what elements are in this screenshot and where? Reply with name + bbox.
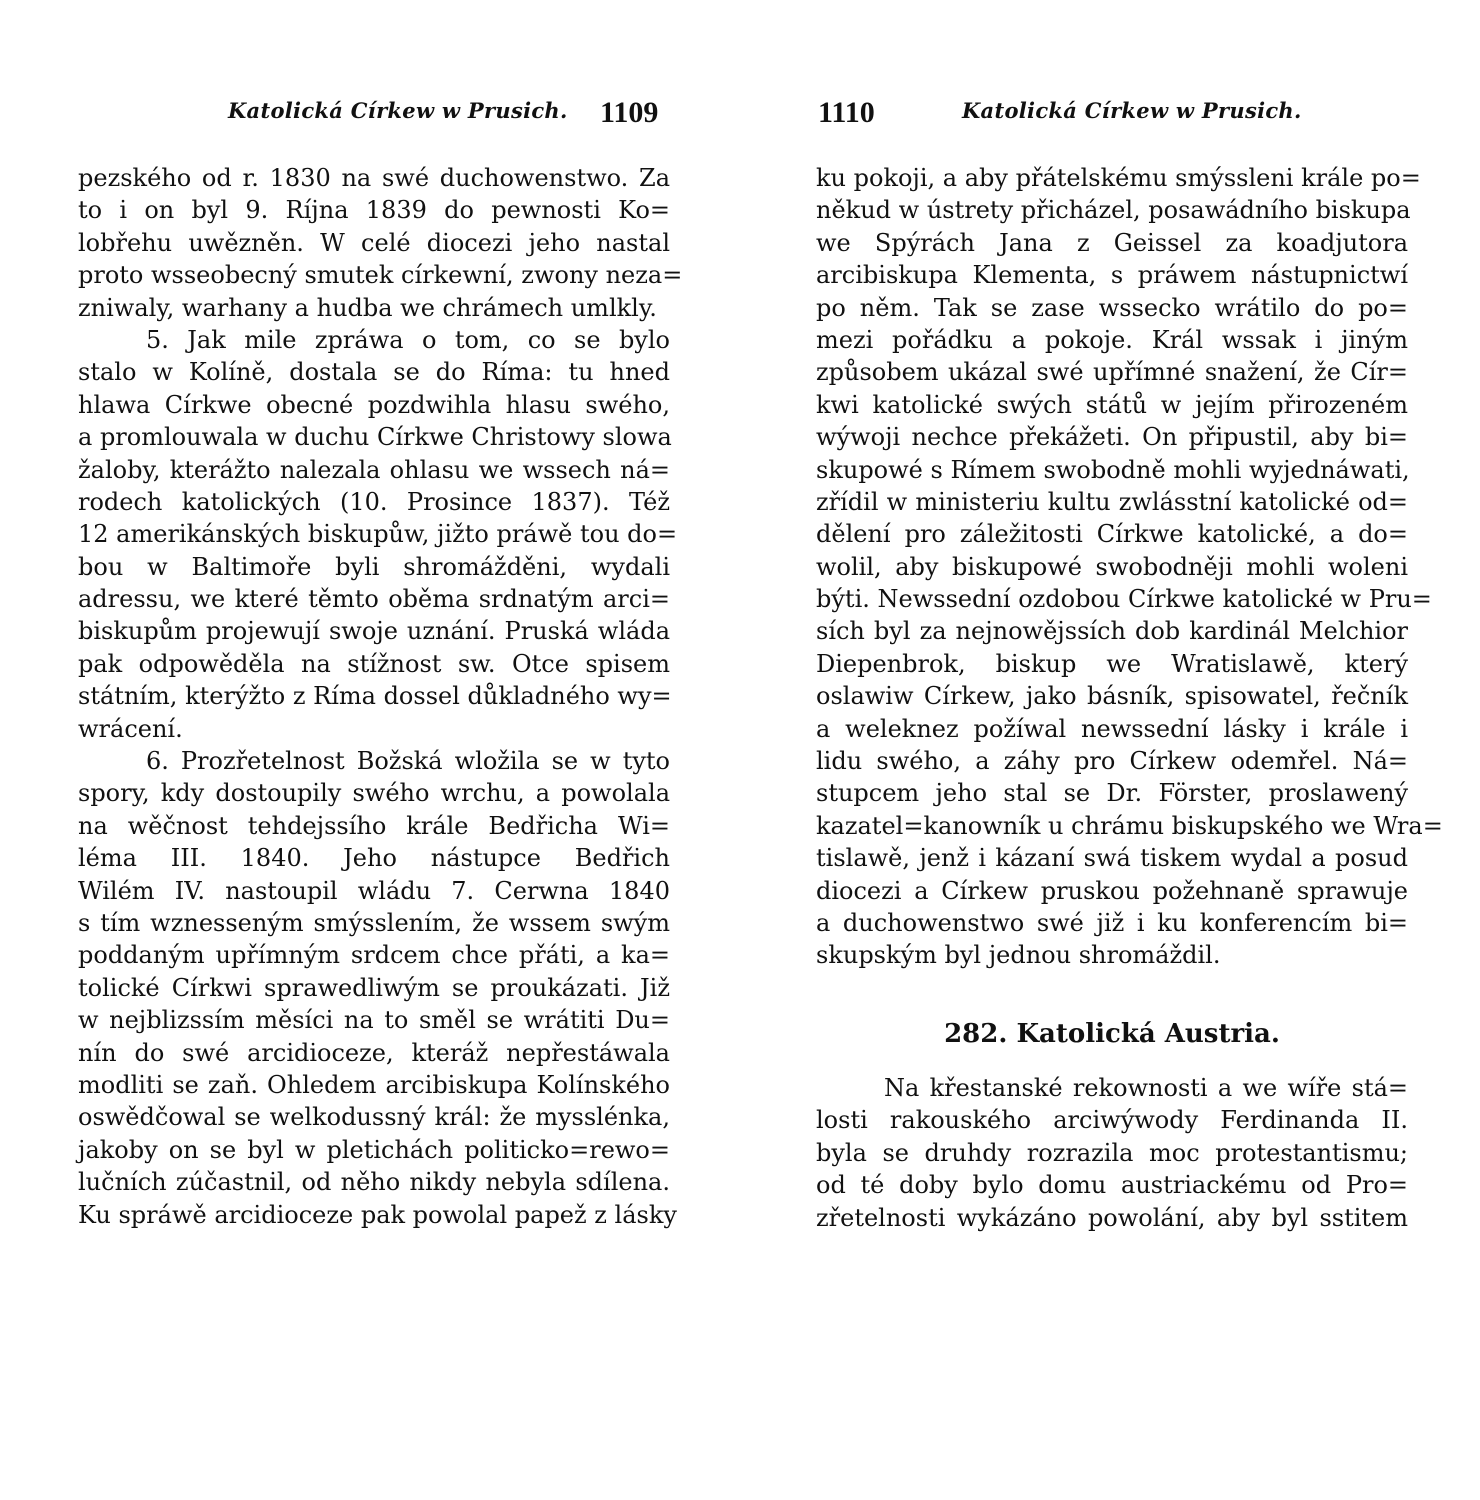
text-line: 5. Jak mile zpráwa o tom, co se bylo (146, 325, 670, 354)
text-line: ku pokoji, a aby přátelskému smýssleni krále po= (816, 164, 1421, 192)
text-line: w nejblizssím měsíci na to směl se wrátiti Du= (78, 1006, 670, 1035)
text-line: skupowé s Rímem swobodně mohli wyjednáwati, (816, 455, 1410, 484)
text-line: a weleknez požíwal newssední lásky i krále i (816, 714, 1408, 743)
text-line: Ku spráwě arcidioceze pak powolal papež z lásky (78, 1200, 677, 1229)
text-line: diocezi a Církew pruskou požehnaně sprawuje (816, 876, 1408, 905)
body-text (816, 162, 1443, 972)
text-line: po něm. Tak se zase wssecko wrátilo do po= (816, 293, 1408, 322)
text-line: státním, kterýžto z Ríma dossel důkladného wy= (78, 682, 672, 711)
text-line: dělení pro záležitosti Církwe katolické, a do= (816, 520, 1408, 549)
text-line: hlawa Církwe obecné pozdwihla hlasu swého, (78, 390, 670, 419)
text-line: poddaným upřímným srdcem chce přáti, a ka= (78, 941, 670, 970)
running-title: Katolická Církew w Prusich. (228, 98, 568, 123)
text-line: tislawě, jenž i kázaní swá tiskem wydal a posud (816, 844, 1408, 873)
text-line: Diepenbrok, biskup we Wratislawě, který (816, 649, 1408, 678)
text-line: býti. Newssední ozdobou Církwe katolické w Pru= (816, 585, 1432, 614)
text-line: zniwaly, warhany a hudba we chrámech umlkly. (78, 293, 657, 322)
text-line: wýwoji nechce překážeti. On připustil, aby bi= (816, 423, 1408, 452)
text-line: jakoby on se byl w pletichách politicko=rewo= (78, 1135, 670, 1164)
right-page (740, 0, 1480, 1500)
text-line: proto wsseobecný smutek církewní, zwony neza= (78, 261, 683, 290)
text-line: sích byl za nejnowějssích dob kardinál Melchior (816, 617, 1408, 646)
text-line: oswědčowal se welkodussný král: že mysslénka, (78, 1103, 670, 1132)
text-line: někud w ústrety přicházel, posawádního biskupa (816, 196, 1411, 225)
text-line: kazatel=kanowník u chrámu biskupského we Wra= (816, 811, 1443, 840)
text-line: kwi katolické swých států w jejím přirozeném (816, 390, 1408, 419)
text-line: s tím wznesseným smýsslením, že wssem swým (78, 908, 670, 937)
text-line: léma III. 1840. Jeho nástupce Bedřich (78, 844, 670, 873)
text-line: na wěčnost tehdejssího krále Bedřicha Wi= (78, 811, 670, 840)
text-line: lučních zúčastnil, od něho nikdy nebyla sdílena. (78, 1168, 670, 1197)
text-line: 12 amerikánských biskupůw, jižto práwě tou do= (78, 520, 678, 549)
text-line: wolil, aby biskupowé swobodněji mohli woleni (816, 552, 1408, 581)
text-line: biskupům projewují swoje uznání. Pruská wláda (78, 617, 670, 646)
text-line: adressu, we které těmto oběma srdnatým arci= (78, 585, 670, 614)
page-number: 1109 (600, 96, 659, 129)
text-line: mezi pořádku a pokoje. Král wssak i jiným (816, 325, 1408, 354)
text-line: oslawiw Církew, jako básník, spisowatel, řečník (816, 682, 1408, 711)
text-line: zřídil w ministeriu kultu zwlásstní katolické od= (816, 487, 1408, 516)
text-line: způsobem ukázal swé upřímné snažení, že Cír= (816, 358, 1408, 387)
section-body-text (816, 1072, 1408, 1234)
text-line: tolické Církwi sprawedliwým se proukázati. Již (78, 973, 670, 1002)
text-line: wrácení. (78, 714, 183, 743)
text-line: skupským byl jednou shromáždil. (816, 941, 1221, 970)
page-number: 1110 (818, 96, 875, 129)
text-line: stalo w Kolíně, dostala se do Ríma: tu hned (78, 358, 670, 387)
text-line: modliti se zaň. Ohledem arcibiskupa Kolínského (78, 1070, 670, 1099)
text-line: losti rakouského arciwýwody Ferdinanda II. (816, 1106, 1408, 1135)
text-line: to i on byl 9. Ríjna 1839 do pewnosti Ko= (78, 196, 670, 225)
text-line: rodech katolických (10. Prosince 1837). Též (78, 487, 670, 516)
body-text (78, 162, 683, 1231)
text-line: a duchowenstwo swé již i ku konferencím bi= (816, 908, 1408, 937)
text-line: od té doby bylo domu austriackému od Pro= (816, 1171, 1408, 1200)
text-line: pak odpowěděla na stížnost sw. Otce spisem (78, 649, 670, 678)
section-heading: 282. Katolická Austria. (944, 1019, 1280, 1049)
text-line: žaloby, kterážto nalezala ohlasu we wssech ná= (78, 455, 670, 484)
text-line: spory, kdy dostoupily swého wrchu, a powolala (78, 779, 670, 808)
text-line: 6. Prozřetelnost Božská wložila se w tyto (146, 747, 670, 776)
text-line: stupcem jeho stal se Dr. Förster, proslawený (816, 779, 1408, 808)
text-line: lidu swého, a záhy pro Církew odemřel. Ná= (816, 747, 1408, 776)
text-line: arcibiskupa Klementa, s práwem nástupnictwí (816, 261, 1408, 290)
text-line: Na křestanské rekownosti a we wíře stá= (884, 1074, 1408, 1102)
text-line: pezského od r. 1830 na swé duchowenstwo. Za (78, 164, 670, 192)
text-line: lobřehu uwězněn. W celé diocezi jeho nastal (78, 228, 670, 257)
text-line: zřetelnosti wykázáno powolání, aby byl sstitem (816, 1203, 1408, 1232)
text-line: a promlouwala w duchu Církwe Christowy slowa (78, 423, 672, 452)
text-line: byla se druhdy rozrazila moc protestantismu; (816, 1138, 1408, 1167)
text-line: nín do swé arcidioceze, kteráž nepřestáwala (78, 1038, 670, 1067)
running-title: Katolická Církew w Prusich. (962, 98, 1302, 123)
text-line: we Spýrách Jana z Geissel za koadjutora (816, 228, 1408, 257)
text-line: Wilém IV. nastoupil wládu 7. Cerwna 1840 (78, 876, 670, 905)
text-line: bou w Baltimoře byli shromážděni, wydali (78, 552, 670, 581)
